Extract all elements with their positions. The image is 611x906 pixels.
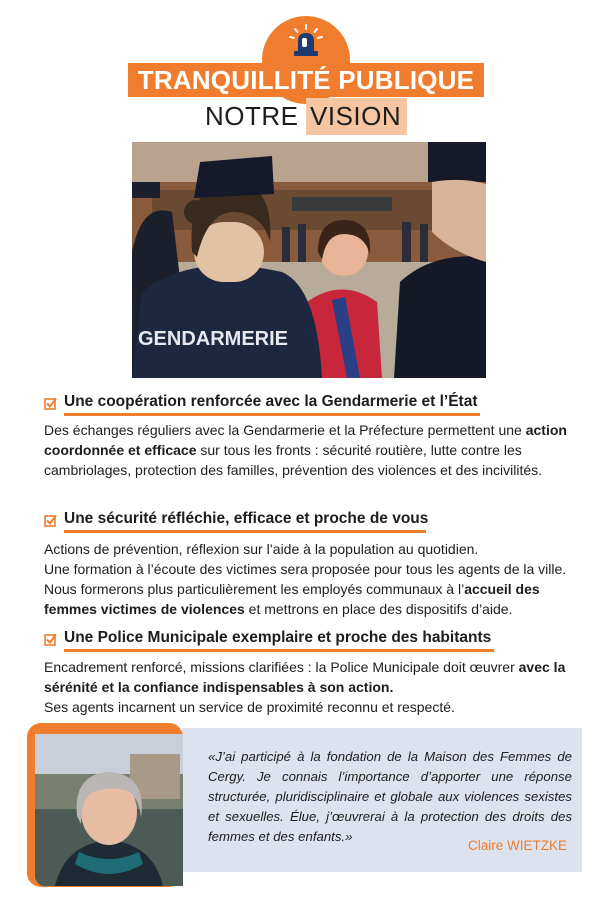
siren-icon — [288, 24, 324, 58]
quote-author: Claire WIETZKE — [468, 838, 568, 853]
section-underline-1 — [64, 413, 480, 416]
text-run: sur tous les fronts : sécurité routière, lutte contre les cambriolages, protection des familles, prévention des violences et des incivilités. — [44, 442, 543, 478]
gendarmerie-photo — [132, 142, 486, 378]
vest-text: GENDARMERIE — [138, 328, 289, 350]
quote-text: «J’ai participé à la fondation de la Maison des Femmes de Cergy. Je connais l’importance d’apporter une réponse structurée, pluridisciplinaire et globale aux violences sexistes et sexuelles. Élue, j’œuvrerai à la protection des droits des femmes et des enfants.» — [208, 749, 572, 844]
bold-run: accueil des femmes victimes de violences — [44, 581, 540, 617]
section-underline-2 — [64, 530, 426, 533]
section-paragraph-2 — [44, 539, 574, 619]
text-run: Des échanges réguliers avec la Gendarmerie et la Préfecture permettent une — [44, 422, 526, 438]
checkbox-icon — [44, 633, 57, 646]
page-title: TRANQUILLITÉ PUBLIQUE — [137, 65, 475, 95]
portrait-illustration — [35, 734, 183, 886]
section-paragraph-1 — [44, 420, 574, 480]
text-run: Ses agents incarnent un service de proximité reconnu et respecté. — [44, 699, 455, 715]
subtitle-vision: VISION — [306, 98, 407, 135]
section-title-3: Une Police Municipale exemplaire et proche des habitants — [64, 629, 492, 646]
bold-run: avec la sérénité et la confiance indispensables à son action. — [44, 659, 566, 695]
text-run: Actions de prévention, réflexion sur l’aide à la population au quotidien. — [44, 541, 479, 557]
checkbox-icon — [44, 397, 57, 410]
text-run: Encadrement renforcé, missions clarifiées : la Police Municipale doit œuvrer — [44, 659, 519, 675]
checkbox-icon — [44, 514, 57, 527]
bold-run: action coordonnée et efficace — [44, 422, 567, 458]
text-run: Une formation à l’écoute des victimes sera proposée pour tous les agents de la ville. Nous formerons plus particulièrement les employés communaux à l’ — [44, 561, 567, 597]
photo-illustration — [132, 142, 486, 378]
section-title-2: Une sécurité réfléchie, efficace et proche de vous — [64, 510, 429, 527]
subtitle-notre: NOTRE — [205, 101, 299, 131]
section-paragraph-3 — [44, 657, 574, 717]
section-underline-3 — [64, 649, 494, 652]
portrait-photo — [35, 734, 183, 886]
text-run: et mettrons en place des dispositifs d’aide. — [244, 601, 513, 617]
section-title-1: Une coopération renforcée avec la Gendarmerie et l’État — [64, 393, 478, 410]
